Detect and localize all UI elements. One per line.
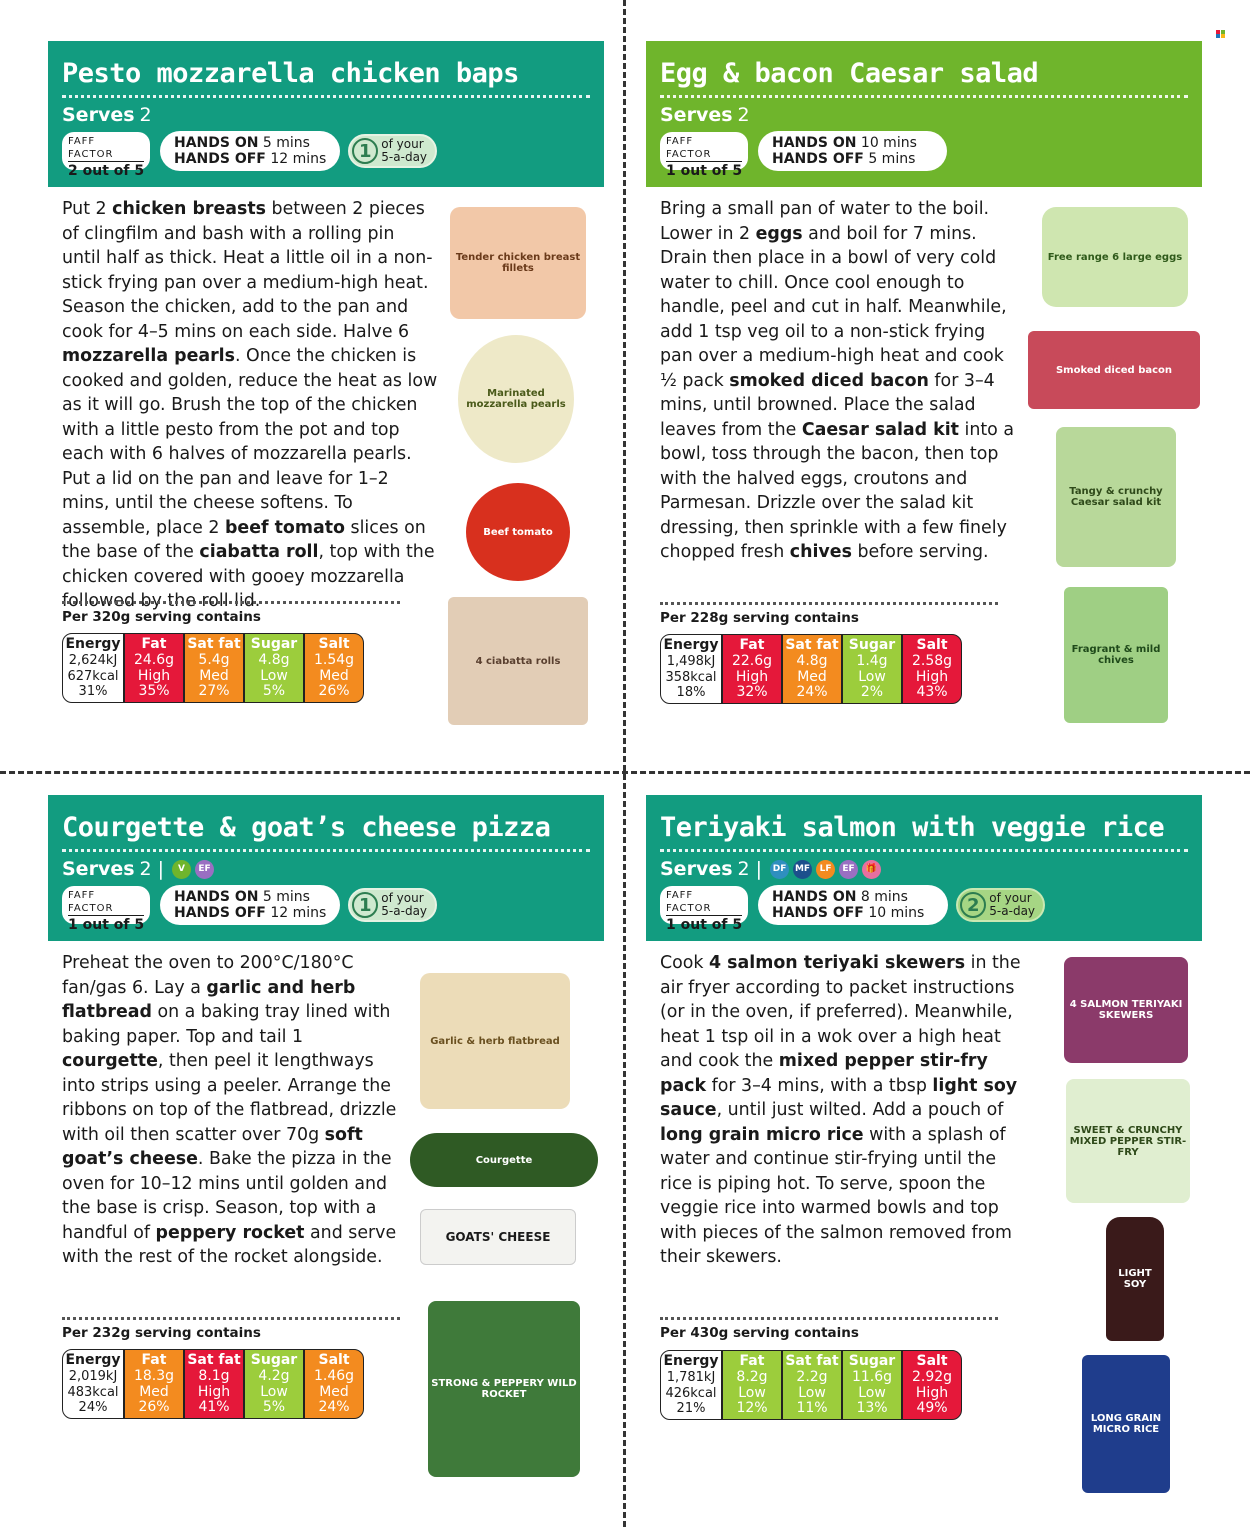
hands-off-value: 12 mins <box>270 151 327 167</box>
five-a-day-count: 2 <box>960 892 986 918</box>
method-text: for 3–4 mins, with a tbsp <box>706 1075 933 1096</box>
energy-cell <box>62 1349 124 1419</box>
method-text: slices on the base of the <box>62 517 426 562</box>
energy-cell-line: 24% <box>78 1400 108 1416</box>
recipe-body <box>48 941 604 1527</box>
method-text: for 3–4 mins, until browned. Place the salad leaves from the <box>660 370 995 440</box>
energy-cell-line: 627kcal <box>67 668 119 684</box>
divider <box>62 1317 400 1320</box>
fat-cell-line: Fat <box>141 636 167 652</box>
energy-cell-line: 358kcal <box>665 669 717 685</box>
vertical-cut-line <box>623 0 626 1527</box>
energy-cell-line: 18% <box>676 685 706 701</box>
egg-free-badge-icon: EF <box>195 860 214 879</box>
satfat-cell-line: Low <box>798 1384 826 1401</box>
faff-value: 1 out of 5 <box>666 917 743 933</box>
salt-cell-line: 2.92g <box>911 1368 953 1385</box>
serves-label: Serves <box>62 858 135 880</box>
product-soy-sauce-image: LIGHT SOY <box>1106 1217 1164 1341</box>
energy-cell-line: 31% <box>78 684 108 700</box>
method-text: on a baking tray lined with baking paper. Top and tail 1 <box>62 1002 391 1047</box>
satfat-cell <box>184 633 244 703</box>
fat-cell-line: High <box>735 668 769 685</box>
satfat-cell-line: Med <box>797 668 827 685</box>
satfat-cell-line: Sat fat <box>785 637 839 653</box>
serving-size: Per 228g serving contains <box>660 610 859 626</box>
product-courgette-image: Courgette <box>410 1133 598 1187</box>
serves-value: 2 <box>139 104 152 126</box>
product-flatbread-image: Garlic & herb flatbread <box>420 973 570 1109</box>
method-text: , then peel it lengthways into strips using a peeler. Arrange the ribbons on top of the flatbread, drizzle with oil then scatter over 70g <box>62 1051 397 1145</box>
satfat-cell <box>184 1349 244 1419</box>
sugar-cell-line: Sugar <box>848 637 896 653</box>
fat-cell-line: 32% <box>736 684 768 701</box>
hands-on-value: 10 mins <box>860 135 917 151</box>
low-fat-badge-icon: LF <box>816 860 835 879</box>
recipe-body <box>646 941 1202 1527</box>
serves-row: Serves 2 | V EF <box>62 857 590 881</box>
serves-row: Serves 2 | DF MF LF EF 🎁 <box>660 857 1188 881</box>
energy-cell <box>660 1350 722 1420</box>
ingredient-highlight: Caesar salad kit <box>801 419 959 440</box>
hands-off-value: 5 mins <box>868 151 916 167</box>
sugar-cell-line: Sugar <box>848 1353 896 1369</box>
sugar-cell <box>244 633 304 703</box>
recipe-body <box>48 187 604 787</box>
hands-times <box>758 131 947 171</box>
method-text: between 2 pieces of clingfilm and bash with a rolling pin until half as thick. Heat a little oil in a non-stick frying pan over a medium-high heat. Season the chicken, add to the pan and cook for 4–5 mins on each side. Halve 6 <box>62 199 433 342</box>
satfat-cell-line: Med <box>199 667 229 684</box>
sugar-cell-line: Low <box>260 1383 288 1400</box>
energy-cell-line: Energy <box>663 637 719 653</box>
satfat-cell-line: 41% <box>198 1399 230 1416</box>
five-a-day-badge <box>348 134 437 168</box>
salt-cell-line: 1.46g <box>313 1367 355 1384</box>
sugar-cell-line: 2% <box>860 684 884 701</box>
five-a-day-count: 1 <box>352 138 378 164</box>
method-text: Preheat the oven to 200°C/180°C fan/gas 6. Lay a <box>62 953 354 998</box>
five-a-day-count: 1 <box>352 892 378 918</box>
five-a-day-badge <box>348 888 437 922</box>
dairy-free-badge-icon: DF <box>770 860 789 879</box>
faff-factor <box>660 886 748 933</box>
hands-on-value: 5 mins <box>262 889 310 905</box>
ingredient-highlight: smoked diced bacon <box>729 370 929 391</box>
method-text: . Once the chicken is cooked and golden, reduce the heat as low as it will go. Brush the top of the chicken with a little pesto from the pot and top each with 6 halves of mozzarella pearls. Put a lid on the pan and leave for 1–2 mins, until the cheese softens. To assemble, place 2 <box>62 346 438 538</box>
satfat-cell-line: 4.8g <box>796 652 828 669</box>
nutrition-traffic-lights <box>660 634 962 704</box>
recipe-header <box>646 41 1202 187</box>
serves-row <box>62 103 590 127</box>
five-a-day-badge <box>956 888 1045 922</box>
method-text: , top with the chicken covered with gooey mozzarella followed by the roll lid. <box>62 542 435 611</box>
energy-cell-line: Energy <box>65 1352 121 1368</box>
salt-cell-line: 2.58g <box>911 652 953 669</box>
divider <box>660 1317 998 1320</box>
sugar-cell-line: Low <box>858 668 886 685</box>
divider <box>660 849 1188 852</box>
fat-cell-line: 22.6g <box>731 652 773 669</box>
serves-value: 2 <box>737 104 750 126</box>
of-your-label: of your <box>381 137 424 151</box>
method-text: and serve with the rest of the rocket alongside. <box>62 1222 397 1267</box>
satfat-cell-line: Sat fat <box>187 636 241 652</box>
fat-cell-line: 18.3g <box>133 1367 175 1384</box>
satfat-cell-line: 27% <box>198 683 230 700</box>
sugar-cell-line: 11.6g <box>851 1368 893 1385</box>
sugar-cell-line: 5% <box>262 683 286 700</box>
product-bacon-image: Smoked diced bacon <box>1028 331 1200 409</box>
nutrition-traffic-lights <box>660 1350 962 1420</box>
product-stir-fry-image: SWEET & CRUNCHY MIXED PEPPER STIR-FRY <box>1066 1079 1190 1203</box>
energy-cell-line: 2,019kJ <box>68 1368 118 1384</box>
energy-cell <box>62 633 124 703</box>
energy-cell-line: 2,624kJ <box>68 652 118 668</box>
salt-cell <box>304 1349 364 1419</box>
faff-value: 2 out of 5 <box>68 163 145 179</box>
method-text: and boil for 7 mins. Drain then place in a bowl of very cold water to chill. Once cool enough to handle, peel and cut in half. Meanwhile, add 1 tsp veg oil to a non-stick frying pan over a medium-high heat and cook ½ pack <box>660 223 1007 391</box>
method-text: Cook <box>660 953 710 973</box>
serves-value: 2 <box>737 858 750 880</box>
serving-size: Per 320g serving contains <box>62 609 261 625</box>
hands-times <box>160 131 340 171</box>
fat-cell-line: 12% <box>736 1400 768 1417</box>
ingredient-highlight: garlic and herb flatbread <box>62 977 356 1022</box>
energy-cell-line: 21% <box>676 1401 706 1417</box>
satfat-cell <box>782 634 842 704</box>
product-tomato-image: Beef tomato <box>466 483 570 581</box>
faff-factor <box>62 886 150 933</box>
salt-cell <box>902 634 962 704</box>
sugar-cell-line: Low <box>858 1384 886 1401</box>
satfat-cell-line: High <box>197 1383 231 1400</box>
ingredient-highlight: light soy sauce <box>660 1075 1018 1120</box>
recipe-card-pesto-chicken <box>48 41 604 787</box>
method-text: , until just wilted. Add a pouch of <box>716 1100 1004 1120</box>
recipe-header <box>48 41 604 187</box>
recipe-title: Teriyaki salmon with veggie rice <box>660 812 1165 843</box>
recipe-card-teriyaki-salmon <box>646 795 1202 1527</box>
of-your-label: of your <box>381 891 424 905</box>
satfat-cell-line: Sat fat <box>187 1352 241 1368</box>
faff-value: 1 out of 5 <box>68 917 145 933</box>
serves-label: Serves <box>660 858 733 880</box>
divider <box>660 95 1188 98</box>
product-eggs-image: Free range 6 large eggs <box>1042 207 1188 307</box>
satfat-cell-line: 8.1g <box>198 1367 230 1384</box>
recipe-card-caesar-salad <box>646 41 1202 787</box>
divider <box>62 601 400 604</box>
product-salad-kit-image: Tangy & crunchy Caesar salad kit <box>1056 427 1176 567</box>
fat-cell-line: 26% <box>138 1399 170 1416</box>
satfat-cell-line: 11% <box>796 1400 828 1417</box>
salt-cell-line: 26% <box>318 683 350 700</box>
divider <box>62 95 590 98</box>
ingredient-highlight: chicken breasts <box>112 199 267 219</box>
hands-times <box>160 885 340 925</box>
gift-badge-icon: 🎁 <box>862 860 881 879</box>
recipe-header <box>48 795 604 941</box>
egg-free-badge-icon: EF <box>839 860 858 879</box>
recipe-title: Egg & bacon Caesar salad <box>660 58 1039 89</box>
product-goats-cheese-image: GOATS' CHEESE <box>420 1209 576 1265</box>
satfat-cell-line: 5.4g <box>198 651 230 668</box>
salt-cell-line: Med <box>319 667 349 684</box>
salt-cell-line: Salt <box>916 637 948 653</box>
energy-cell-line: 426kcal <box>665 1385 717 1401</box>
satfat-cell-line: Sat fat <box>785 1353 839 1369</box>
faff-label: FAFF FACTOR <box>68 889 144 916</box>
hands-on-label: HANDS ON <box>174 889 259 905</box>
method-text: into a bowl, toss through the bacon, then top with the halved eggs, croutons and Parmesan. Drizzle over the salad kit dressing, then sprinkle with a few finely chopped fresh <box>660 419 1015 562</box>
fat-cell-line: Fat <box>141 1352 167 1368</box>
salt-cell-line: High <box>915 668 949 685</box>
five-a-day-label: 5-a-day <box>381 904 428 918</box>
fat-cell <box>124 633 184 703</box>
fat-cell-line: Fat <box>739 637 765 653</box>
product-chicken-image: Tender chicken breast fillets <box>450 207 586 319</box>
recipe-method <box>660 941 1032 1270</box>
salt-cell-line: 1.54g <box>313 651 355 668</box>
product-rocket-image: STRONG & PEPPERY WILD ROCKET <box>428 1301 580 1477</box>
faff-label: FAFF FACTOR <box>666 135 742 162</box>
five-a-day-label: 5-a-day <box>989 904 1036 918</box>
ingredient-highlight: mixed pepper stir-fry pack <box>660 1051 988 1096</box>
method-text: with a splash of water and continue stir-frying until the rice is piping hot. To serve, spoon the veggie rice into warmed bowls and top with pieces of the salmon removed from their skewers. <box>660 1124 1012 1267</box>
method-text: Bring a small pan of water to the boil. Lower in 2 <box>660 199 990 244</box>
sugar-cell-line: 1.4g <box>856 652 888 669</box>
serves-label: Serves <box>660 104 733 126</box>
recipe-body <box>646 187 1202 787</box>
hands-times <box>758 885 948 925</box>
fat-cell <box>722 634 782 704</box>
energy-cell-line: 1,498kJ <box>666 653 716 669</box>
sugar-cell <box>842 634 902 704</box>
of-your-label: of your <box>989 891 1032 905</box>
hands-off-label: HANDS OFF <box>174 905 266 921</box>
salt-cell <box>902 1350 962 1420</box>
serves-label: Serves <box>62 104 135 126</box>
serving-size: Per 430g serving contains <box>660 1325 859 1341</box>
product-chives-image: Fragrant & mild chives <box>1064 587 1168 723</box>
fat-cell-line: High <box>137 667 171 684</box>
fat-cell-line: 8.2g <box>736 1368 768 1385</box>
satfat-cell-line: 24% <box>796 684 828 701</box>
energy-cell-line: Energy <box>663 1353 719 1369</box>
hands-off-label: HANDS OFF <box>772 151 864 167</box>
ingredient-highlight: long grain micro rice <box>660 1124 864 1145</box>
hands-off-value: 12 mins <box>270 905 327 921</box>
energy-cell-line: 1,781kJ <box>666 1369 716 1385</box>
recipe-method <box>660 187 1022 565</box>
meat-free-badge-icon: MF <box>793 860 812 879</box>
product-mozzarella-image: Marinated mozzarella pearls <box>458 335 574 463</box>
nutrition-traffic-lights <box>62 1349 364 1419</box>
faff-label: FAFF FACTOR <box>666 889 742 916</box>
salt-cell-line: Salt <box>916 1353 948 1369</box>
faff-label: FAFF FACTOR <box>68 135 144 162</box>
sugar-cell <box>244 1349 304 1419</box>
energy-cell-line: 483kcal <box>67 1384 119 1400</box>
five-a-day-label: 5-a-day <box>381 150 428 164</box>
sugar-cell-line: Sugar <box>250 1352 298 1368</box>
recipe-title: Pesto mozzarella chicken baps <box>62 58 519 89</box>
fat-cell-line: 35% <box>138 683 170 700</box>
sugar-cell-line: 4.8g <box>258 651 290 668</box>
fat-cell-line: Low <box>738 1384 766 1401</box>
salt-cell-line: High <box>915 1384 949 1401</box>
ingredient-highlight: eggs <box>755 223 803 244</box>
fat-cell-line: Med <box>139 1383 169 1400</box>
method-text: Put 2 <box>62 199 113 219</box>
ingredient-highlight: peppery rocket <box>155 1222 305 1243</box>
ingredient-highlight: beef tomato <box>224 517 345 538</box>
fat-cell <box>124 1349 184 1419</box>
faff-factor <box>660 132 748 179</box>
hands-off-label: HANDS OFF <box>772 905 864 921</box>
recipe-method <box>62 941 408 1270</box>
hands-off-value: 10 mins <box>868 905 925 921</box>
hands-on-value: 5 mins <box>262 135 310 151</box>
ingredient-highlight: mozzarella pearls <box>62 346 235 366</box>
faff-factor <box>62 132 150 179</box>
divider <box>660 602 998 605</box>
product-micro-rice-image: LONG GRAIN MICRO RICE <box>1082 1355 1170 1493</box>
hands-off-label: HANDS OFF <box>174 151 266 167</box>
vegetarian-badge-icon: V <box>172 860 191 879</box>
sugar-cell-line: 5% <box>262 1399 286 1416</box>
ingredient-highlight: ciabatta roll <box>199 542 319 562</box>
corner-mark-icon <box>1216 30 1226 38</box>
salt-cell-line: 43% <box>916 684 948 701</box>
serves-value: 2 <box>139 858 152 880</box>
recipe-method <box>62 187 438 614</box>
satfat-cell <box>782 1350 842 1420</box>
sugar-cell <box>842 1350 902 1420</box>
salt-cell <box>304 633 364 703</box>
sugar-cell-line: Low <box>260 667 288 684</box>
ingredient-highlight: soft goat’s cheese <box>62 1124 363 1169</box>
faff-value: 1 out of 5 <box>666 163 743 179</box>
sugar-cell-line: Sugar <box>250 636 298 652</box>
hands-on-label: HANDS ON <box>174 135 259 151</box>
hands-on-value: 8 mins <box>860 889 908 905</box>
hands-on-label: HANDS ON <box>772 135 857 151</box>
method-text: . Bake the pizza in the oven for 10–12 mins until golden and the base is crisp. Season, top with a handful of <box>62 1149 392 1243</box>
salt-cell-line: Salt <box>318 636 350 652</box>
sugar-cell-line: 4.2g <box>258 1367 290 1384</box>
product-ciabatta-image: 4 ciabatta rolls <box>448 597 588 725</box>
salt-cell-line: Salt <box>318 1352 350 1368</box>
product-salmon-skewers-image: 4 SALMON TERIYAKI SKEWERS <box>1064 957 1188 1063</box>
satfat-cell-line: 2.2g <box>796 1368 828 1385</box>
serving-size: Per 232g serving contains <box>62 1325 261 1341</box>
salt-cell-line: Med <box>319 1383 349 1400</box>
method-text: before serving. <box>851 542 989 562</box>
recipe-card-courgette-pizza <box>48 795 604 1527</box>
energy-cell <box>660 634 722 704</box>
ingredient-highlight: courgette <box>62 1051 158 1071</box>
divider <box>62 849 590 852</box>
fat-cell <box>722 1350 782 1420</box>
hands-on-label: HANDS ON <box>772 889 857 905</box>
fat-cell-line: 24.6g <box>133 651 175 668</box>
method-text: in the air fryer according to packet instructions (or in the oven, if preferred). Meanwhile, heat 1 tsp oil in a wok over a high heat and cook the <box>660 953 1021 1071</box>
salt-cell-line: 24% <box>318 1399 350 1416</box>
ingredient-highlight: 4 salmon teriyaki skewers <box>709 953 966 973</box>
sugar-cell-line: 13% <box>856 1400 888 1417</box>
recipe-header <box>646 795 1202 941</box>
energy-cell-line: Energy <box>65 636 121 652</box>
fat-cell-line: Fat <box>739 1353 765 1369</box>
ingredient-highlight: chives <box>789 542 852 562</box>
recipe-title: Courgette & goat’s cheese pizza <box>62 812 551 843</box>
nutrition-traffic-lights <box>62 633 364 703</box>
salt-cell-line: 49% <box>916 1400 948 1417</box>
serves-row <box>660 103 1188 127</box>
